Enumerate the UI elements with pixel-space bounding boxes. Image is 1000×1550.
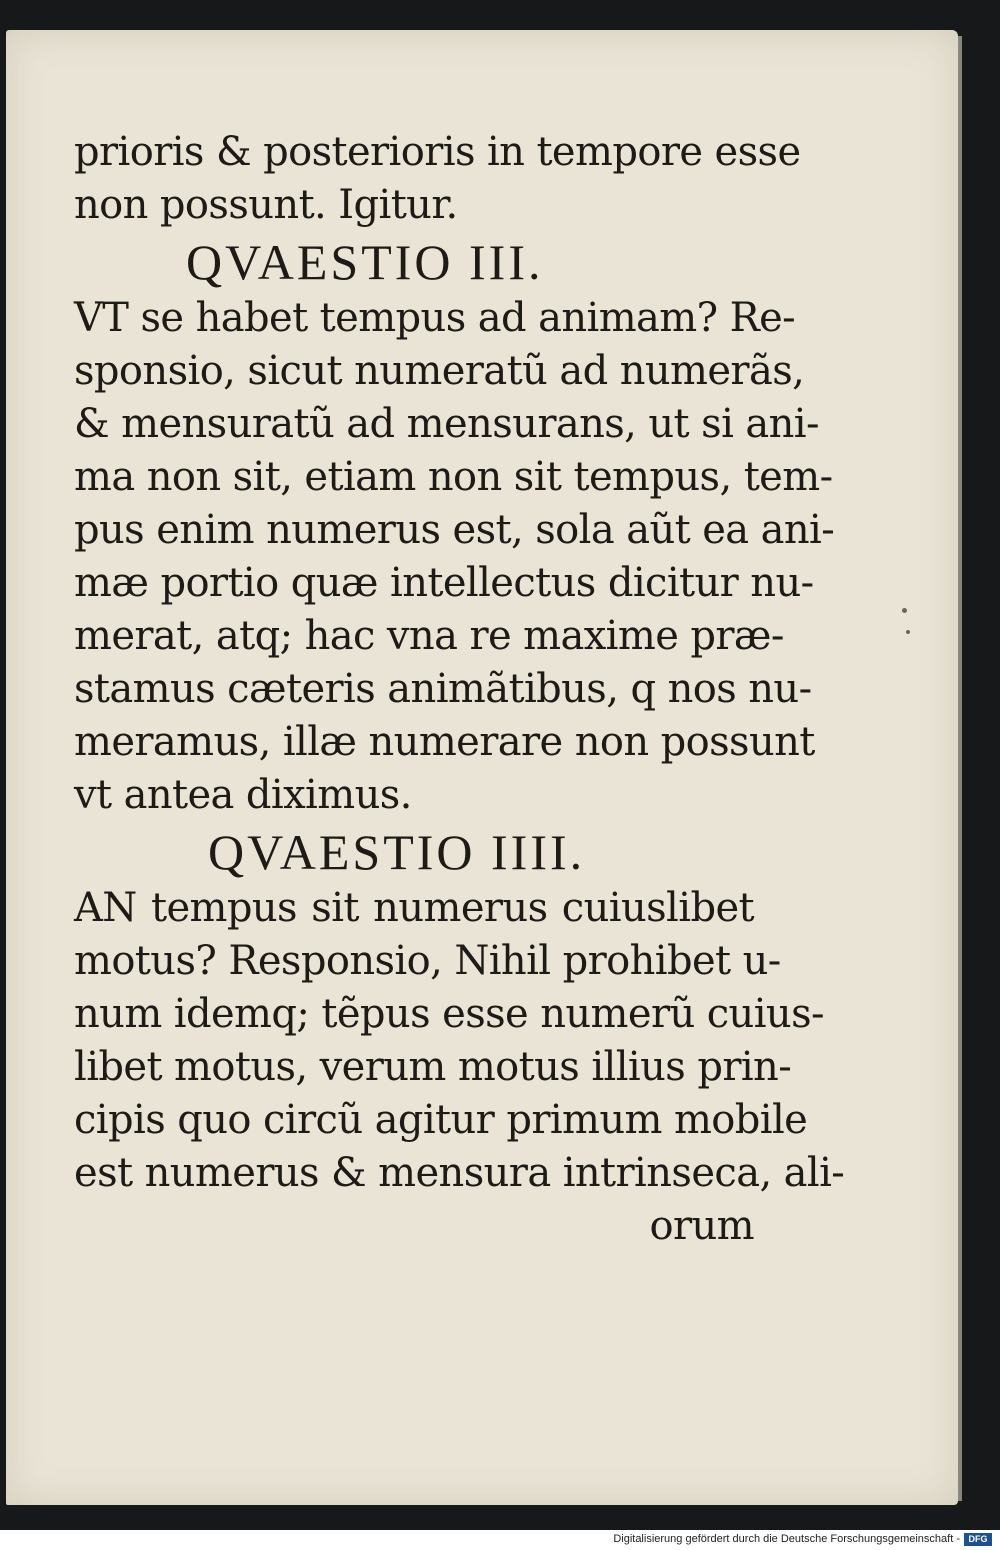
text-line: libet motus, verum motus illius prin- — [74, 1044, 792, 1090]
text-line: VT se habet tempus ad animam? Re- — [74, 295, 796, 341]
paper-speck — [906, 630, 910, 634]
text-line: merat, atq; hac vna re maxime præ- — [74, 613, 784, 659]
text-line: non possunt. Igitur. — [74, 182, 458, 228]
text-block — [74, 126, 845, 1253]
heading-quaestio-3: QVAESTIO III. — [186, 234, 544, 290]
text-line: AN tempus sit numerus cuiuslibet — [74, 885, 754, 931]
heading-quaestio-4: QVAESTIO IIII. — [208, 824, 586, 880]
text-line: mæ portio quæ intellectus dicitur nu- — [74, 560, 814, 606]
paper-speck — [902, 608, 907, 613]
catchword: orum — [649, 1203, 754, 1249]
text-line: est numerus & mensura intrinseca, ali- — [74, 1150, 845, 1196]
funding-credit: Digitalisierung gefördert durch die Deutsche Forschungsgemeinschaft - — [613, 1533, 960, 1545]
text-line: ma non sit, etiam non sit tempus, tem- — [74, 454, 833, 500]
text-line: prioris & posterioris in tempore esse — [74, 129, 801, 175]
footer-bar — [0, 1530, 1000, 1550]
text-line: stamus cæteris animãtibus, q nos nu- — [74, 666, 812, 712]
text-line: num idemq; tẽpus esse numerũ cuius- — [74, 991, 824, 1037]
text-line: sponsio, sicut numeratũ ad numerãs, — [74, 348, 805, 394]
dfg-logo: DFG — [964, 1533, 992, 1546]
text-line: & mensuratũ ad mensurans, ut si ani- — [74, 401, 819, 447]
text-line: cipis quo circũ agitur primum mobile — [74, 1097, 808, 1143]
text-line: pus enim numerus est, sola aũt ea ani- — [74, 507, 835, 553]
text-line: vt antea diximus. — [74, 772, 412, 818]
text-line: meramus, illæ numerare non possunt — [74, 719, 815, 765]
text-line: motus? Responsio, Nihil prohibet u- — [74, 938, 781, 984]
